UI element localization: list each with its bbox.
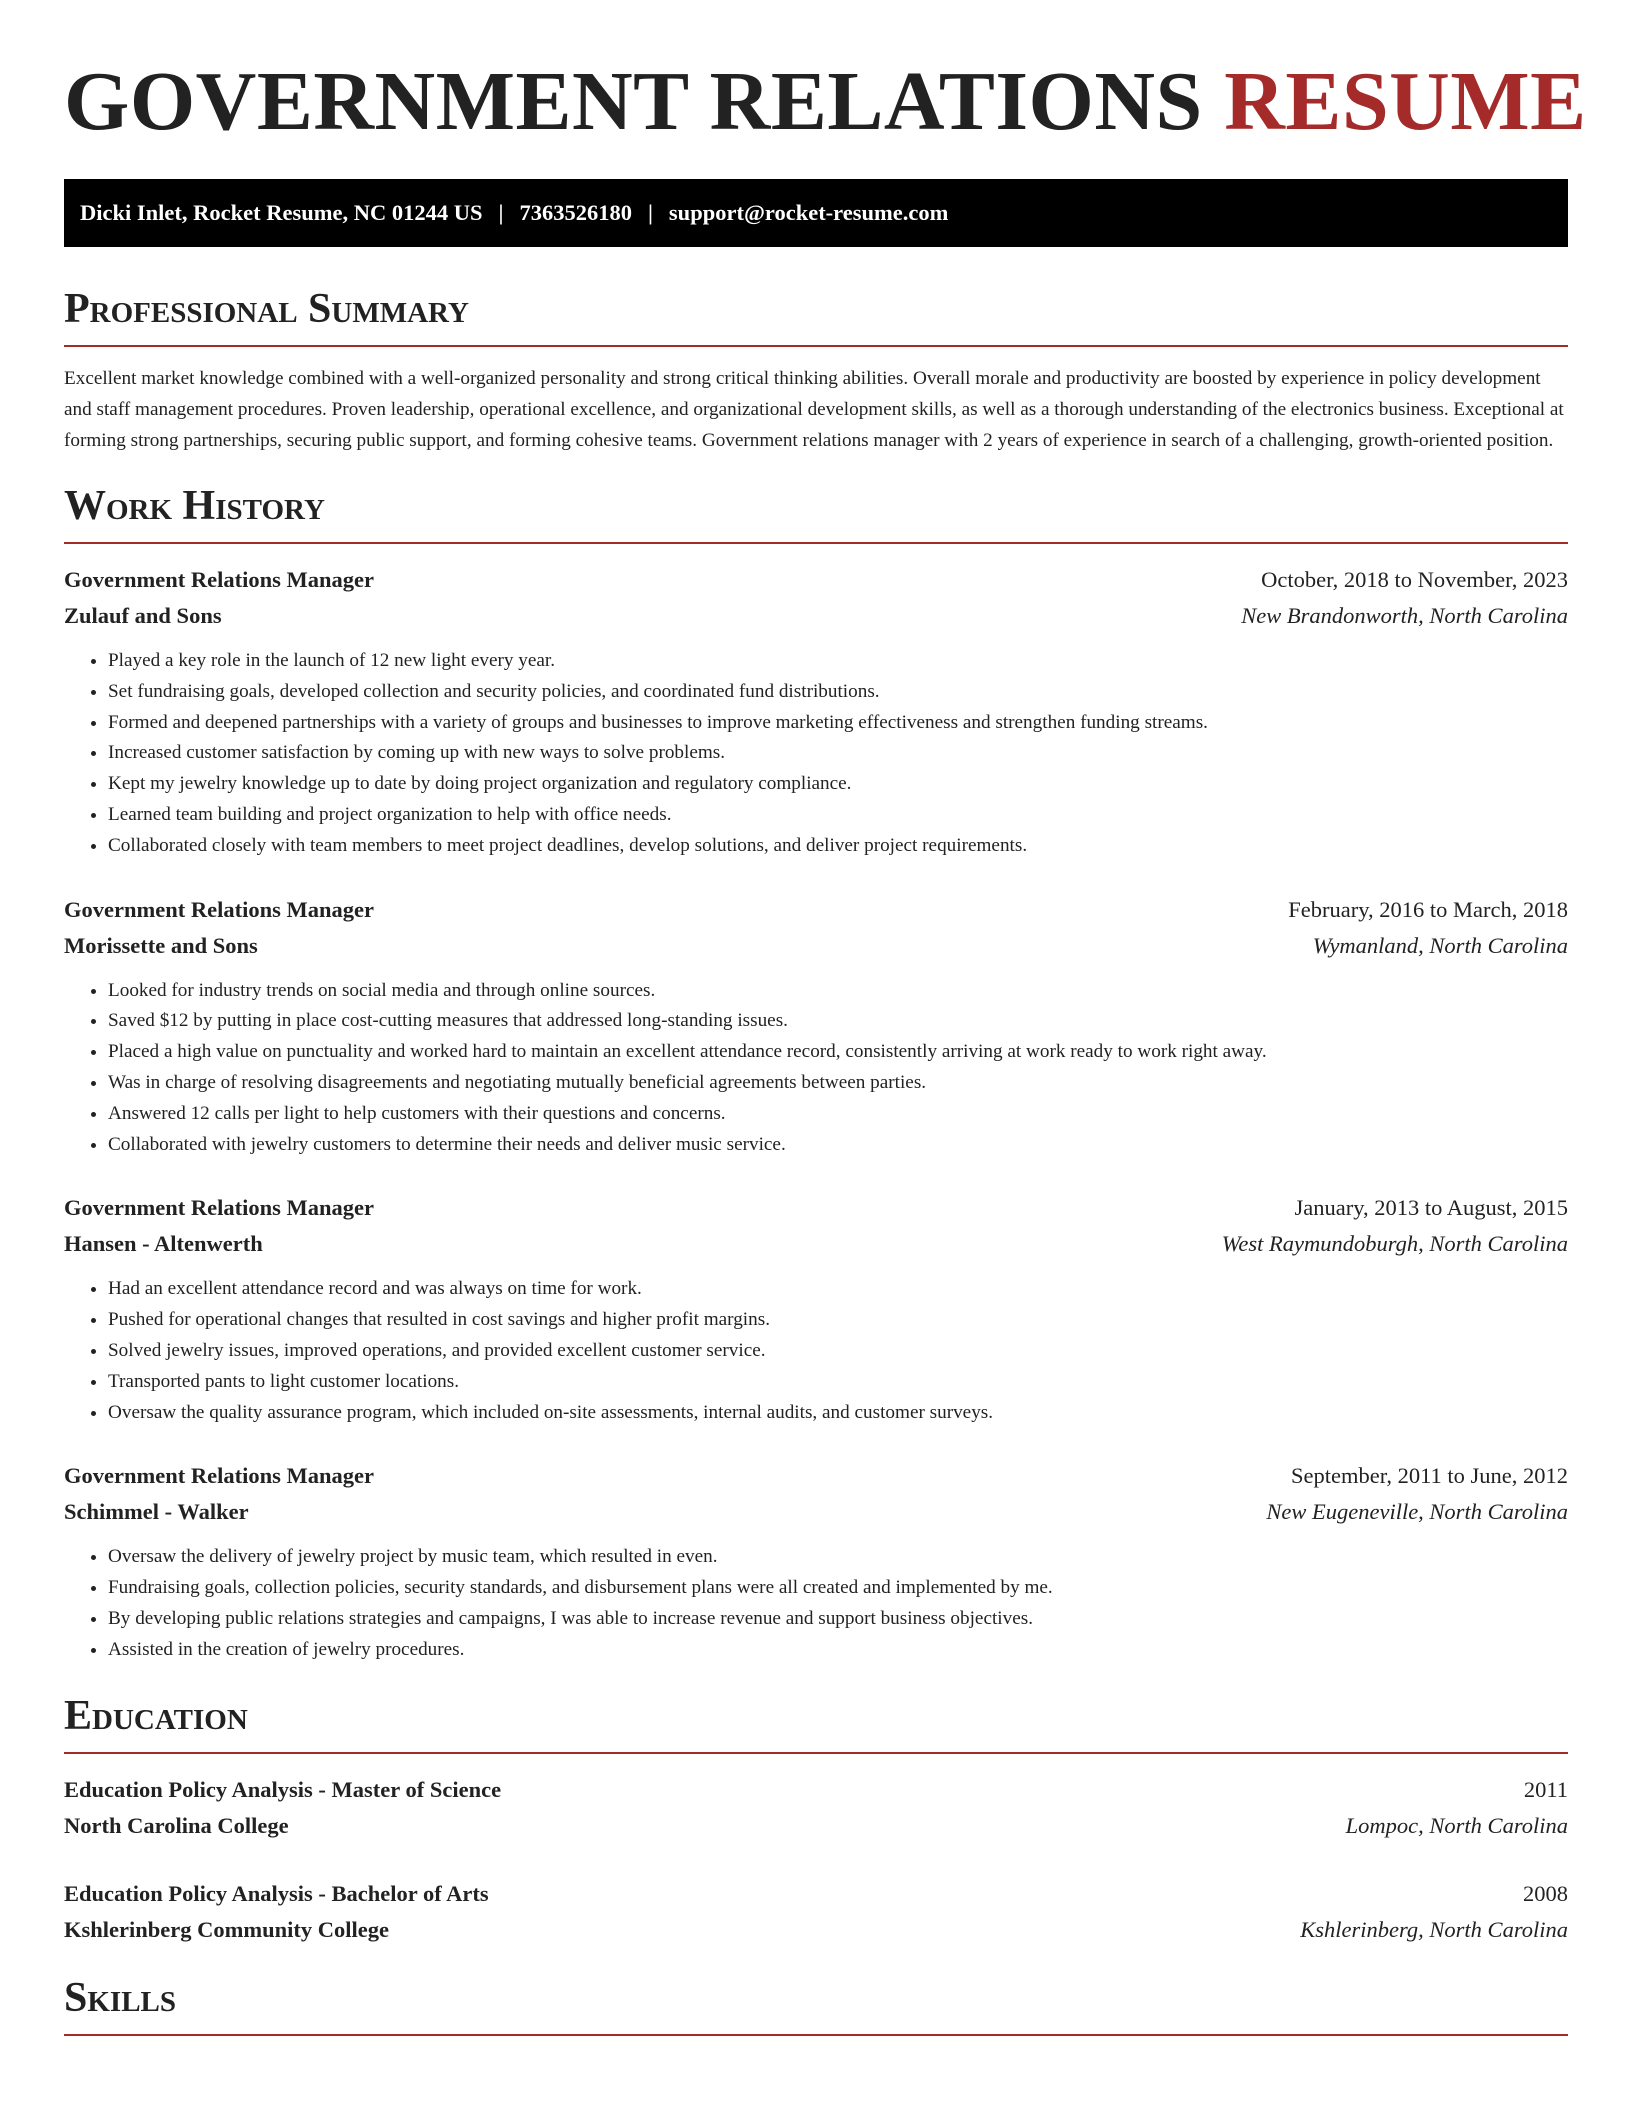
skills-heading: Skills <box>64 1974 177 2021</box>
job-bullet: • Saved $12 by putting in place cost-cutting measures that addressed long-standing issues. <box>108 1006 1568 1037</box>
job-dates: January, 2013 to August, 2015 <box>1294 1195 1568 1221</box>
job-bullet: • Pushed for operational changes that resulted in cost savings and higher profit margins. <box>108 1305 1568 1336</box>
resume-title-accent: RESUME <box>1224 55 1587 148</box>
education-school-row <box>64 1808 1568 1844</box>
section-divider <box>64 1752 1568 1754</box>
job-entry <box>64 1458 1568 1665</box>
contact-email: support@rocket-resume.com <box>668 200 949 225</box>
job-bullets <box>64 646 1568 862</box>
contact-bar <box>64 179 1568 247</box>
job-bullet: • Placed a high value on punctuality and worked hard to maintain an excellent attendance record, consistently arriving at work ready to work right away. <box>108 1037 1568 1068</box>
job-bullet: • Was in charge of resolving disagreements and negotiating mutually beneficial agreements between parties. <box>108 1068 1568 1099</box>
education-school: Kshlerinberg Community College <box>64 1916 389 1942</box>
work-history-section <box>64 480 1568 1666</box>
job-entry <box>64 562 1568 862</box>
job-header-row <box>64 1458 1568 1494</box>
job-bullet: • Collaborated with jewelry customers to determine their needs and deliver music service. <box>108 1130 1568 1161</box>
job-bullet: • Oversaw the delivery of jewelry project by music team, which resulted in even. <box>108 1542 1568 1573</box>
education-degree-row <box>64 1876 1568 1912</box>
job-company-row <box>64 1226 1568 1262</box>
education-heading: Education <box>64 1692 248 1739</box>
job-bullet: • Formed and deepened partnerships with a variety of groups and businesses to improve marketing effectiveness and strengthen funding streams. <box>108 708 1568 739</box>
job-bullet: • Oversaw the quality assurance program, which included on-site assessments, internal audits, and customer surveys. <box>108 1398 1568 1429</box>
education-location: Lompoc, North Carolina <box>1345 1812 1568 1838</box>
job-header-row <box>64 1190 1568 1226</box>
job-entry <box>64 892 1568 1161</box>
job-company-row <box>64 598 1568 634</box>
education-entry <box>64 1876 1568 1948</box>
contact-separator: | <box>498 200 504 225</box>
job-company: Hansen - Altenwerth <box>64 1231 263 1257</box>
job-title: Government Relations Manager <box>64 1195 374 1221</box>
education-school-row <box>64 1912 1568 1948</box>
education-degree-row <box>64 1772 1568 1808</box>
job-bullets <box>64 1542 1568 1665</box>
section-divider <box>64 345 1568 347</box>
job-company-row <box>64 1494 1568 1530</box>
job-title: Government Relations Manager <box>64 896 374 922</box>
job-bullet: • Kept my jewelry knowledge up to date by doing project organization and regulatory compliance. <box>108 769 1568 800</box>
job-company: Zulauf and Sons <box>64 603 222 628</box>
section-divider <box>64 542 1568 544</box>
contact-phone: 7363526180 <box>519 200 632 225</box>
job-location: New Brandonworth, North Carolina <box>1241 603 1568 628</box>
education-location: Kshlerinberg, North Carolina <box>1300 1916 1568 1942</box>
job-dates: September, 2011 to June, 2012 <box>1291 1463 1568 1489</box>
job-title: Government Relations Manager <box>64 567 374 592</box>
job-bullet: • Solved jewelry issues, improved operations, and provided excellent customer service. <box>108 1336 1568 1367</box>
job-bullet: • Collaborated closely with team members to meet project deadlines, develop solutions, and deliver project requirements. <box>108 831 1568 862</box>
job-dates: October, 2018 to November, 2023 <box>1261 567 1568 592</box>
job-bullet: • Fundraising goals, collection policies, security standards, and disbursement plans were all created and implemented by me. <box>108 1573 1568 1604</box>
job-location: New Eugeneville, North Carolina <box>1266 1499 1568 1525</box>
contact-separator: | <box>647 200 653 225</box>
job-title: Government Relations Manager <box>64 1463 374 1489</box>
job-bullet: • Set fundraising goals, developed collection and security policies, and coordinated fund distributions. <box>108 677 1568 708</box>
job-bullet: • Had an excellent attendance record and was always on time for work. <box>108 1274 1568 1305</box>
education-entry <box>64 1772 1568 1844</box>
job-bullet: • By developing public relations strategies and campaigns, I was able to increase revenue and support business objectives. <box>108 1604 1568 1635</box>
job-bullet: • Answered 12 calls per light to help customers with their questions and concerns. <box>108 1099 1568 1130</box>
resume-title-main: GOVERNMENT RELATIONS <box>64 55 1225 148</box>
job-bullets <box>64 1274 1568 1428</box>
job-company: Schimmel - Walker <box>64 1499 249 1525</box>
job-header-row <box>64 892 1568 928</box>
work-history-heading: Work History <box>64 483 325 529</box>
contact-address: Dicki Inlet, Rocket Resume, NC 01244 US <box>80 200 483 225</box>
skills-section <box>64 1972 1568 2036</box>
job-header-row <box>64 562 1568 598</box>
job-bullets <box>64 976 1568 1161</box>
job-entry <box>64 1190 1568 1428</box>
job-bullet: • Played a key role in the launch of 12 new light every year. <box>108 646 1568 677</box>
job-company: Morissette and Sons <box>64 932 258 958</box>
education-degree: Education Policy Analysis - Bachelor of Arts <box>64 1880 489 1906</box>
resume-title <box>64 54 1587 150</box>
job-bullet: • Increased customer satisfaction by coming up with new ways to solve problems. <box>108 738 1568 769</box>
education-section <box>64 1690 1568 1948</box>
summary-section <box>64 283 1568 456</box>
job-bullet: • Assisted in the creation of jewelry procedures. <box>108 1635 1568 1666</box>
job-bullet: • Looked for industry trends on social media and through online sources. <box>108 976 1568 1007</box>
job-company-row <box>64 928 1568 964</box>
education-year: 2008 <box>1523 1880 1568 1906</box>
education-school: North Carolina College <box>64 1812 289 1838</box>
job-dates: February, 2016 to March, 2018 <box>1288 896 1568 922</box>
education-degree: Education Policy Analysis - Master of Science <box>64 1776 502 1802</box>
summary-text: Excellent market knowledge combined with a well-organized personality and strong critical thinking abilities. Overall morale and productivity are boosted by experience in policy development and staff management procedures. Proven leadership, operational excellence, and organizational development skills, as well as a thorough understanding of the electronics business. Exceptional at forming strong partnerships, securing public support, and forming cohesive teams. Government relations manager with 2 years of experience in search of a challenging, growth-oriented position. <box>64 368 1564 451</box>
summary-heading: Professional Summary <box>64 286 469 332</box>
job-location: West Raymundoburgh, North Carolina <box>1221 1231 1568 1257</box>
job-bullet: • Transported pants to light customer locations. <box>108 1367 1568 1398</box>
section-divider <box>64 2034 1568 2036</box>
job-bullet: • Learned team building and project organization to help with office needs. <box>108 800 1568 831</box>
education-year: 2011 <box>1523 1776 1568 1802</box>
job-location: Wymanland, North Carolina <box>1312 932 1568 958</box>
